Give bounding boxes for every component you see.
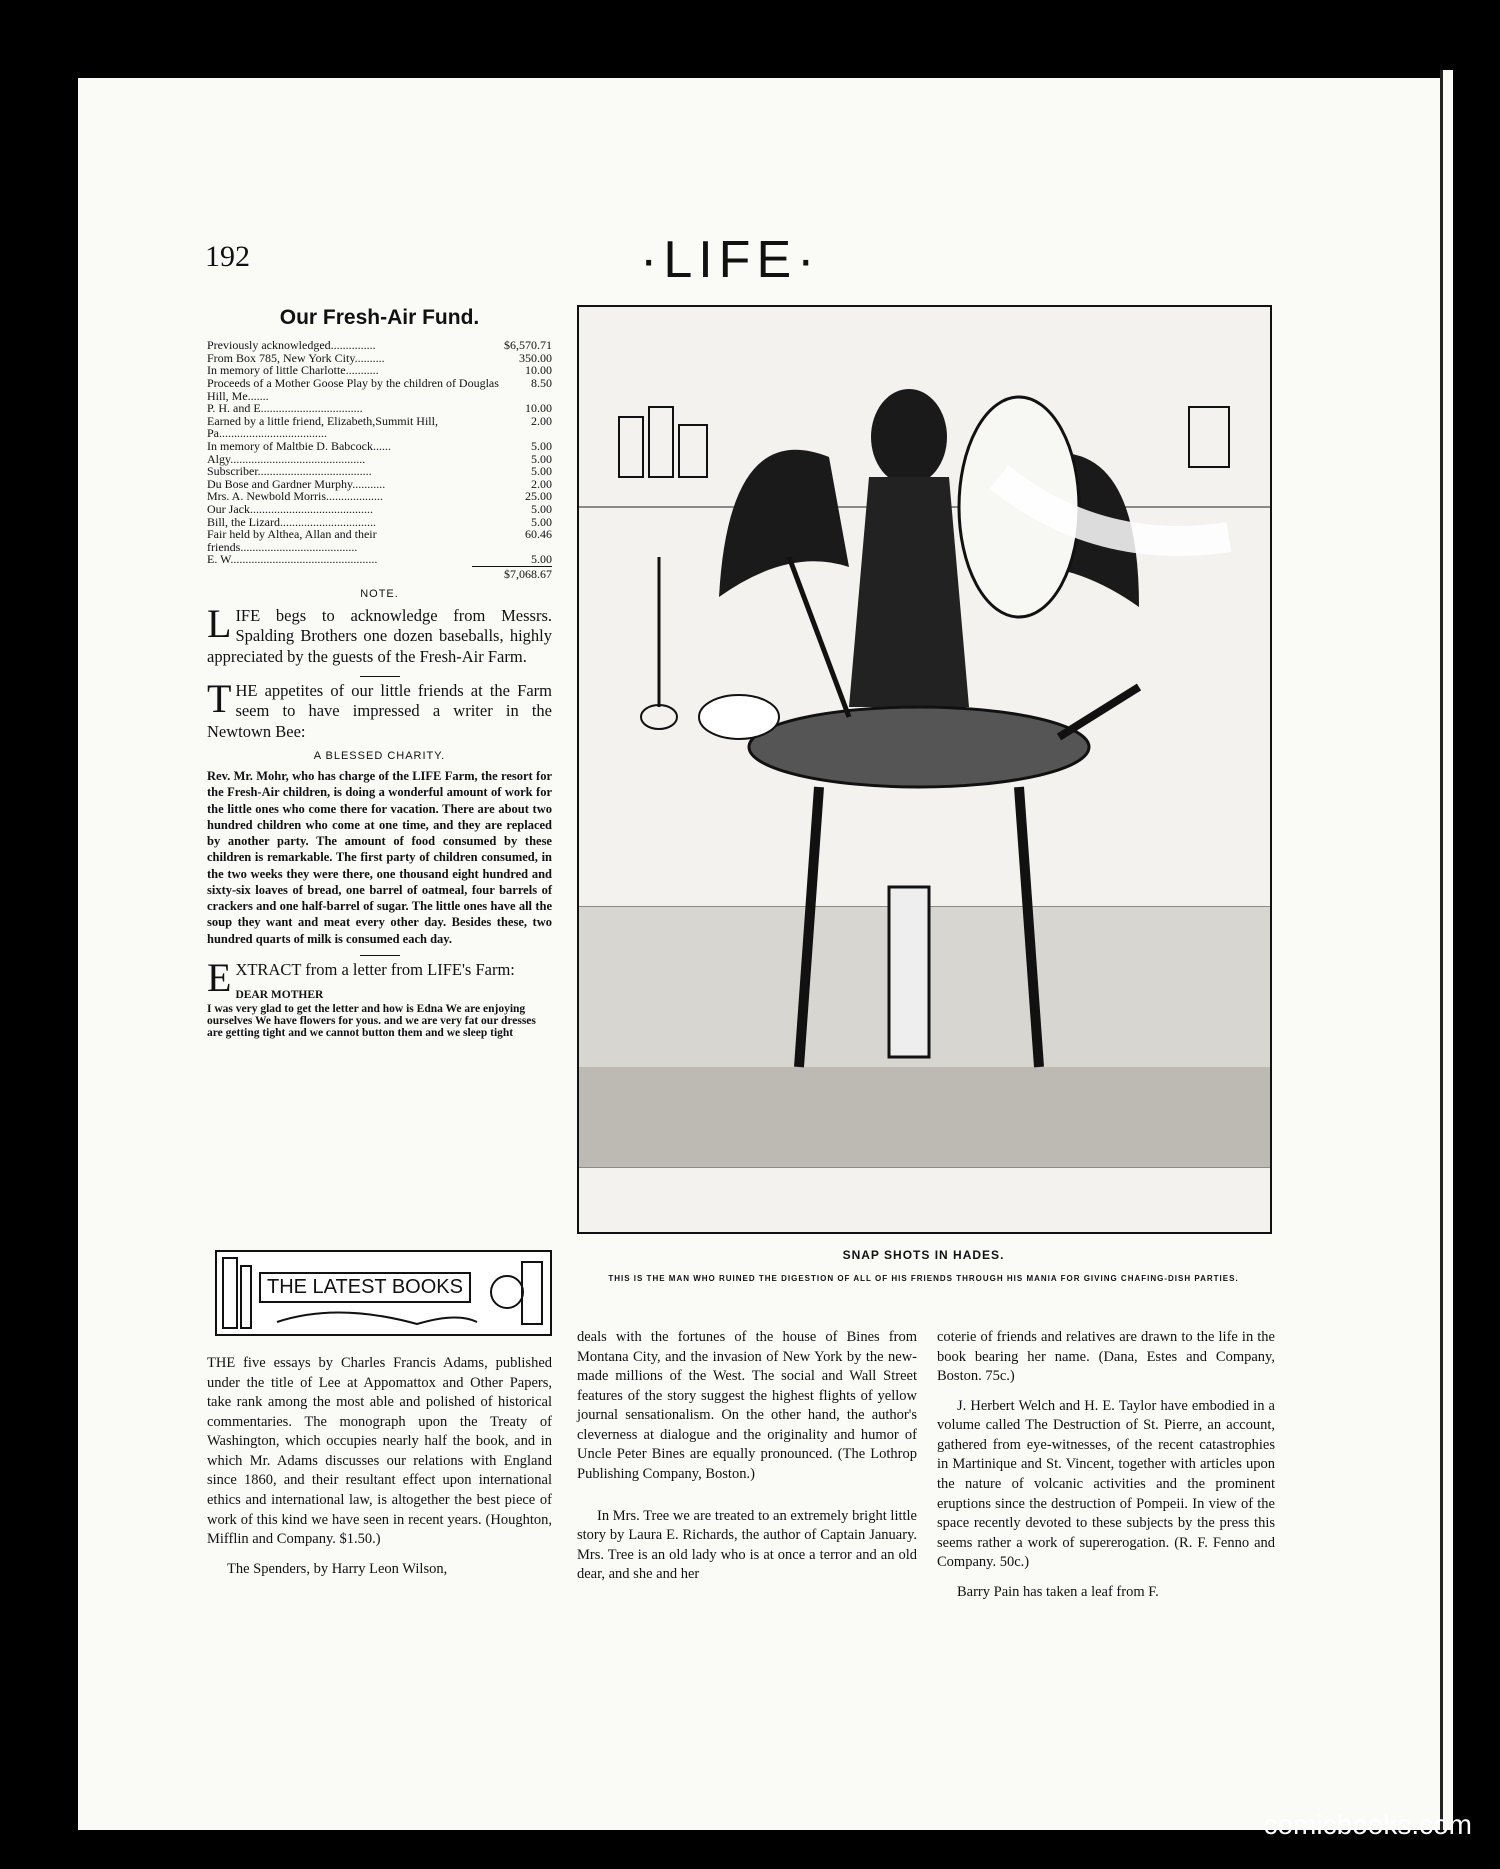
fund-label: P. H. and E..................................	[207, 401, 363, 416]
fund-amount: 5.00	[531, 552, 552, 567]
fund-label: Du Bose and Gardner Murphy...........	[207, 476, 386, 491]
divider	[360, 676, 400, 677]
books-banner-label: THE LATEST BOOKS	[259, 1272, 471, 1303]
note-paragraph: LIFE begs to acknowledge from Messrs. Spalding Brothers one dozen baseballs, highly appreciated by the guests of the Fresh-Air Farm.	[207, 600, 552, 666]
fund-amount: 25.00	[525, 489, 552, 504]
fund-amount: 5.00	[531, 464, 552, 479]
books-paragraph: J. Herbert Welch and H. E. Taylor have embodied in a volume called The Destruction of St. Pierre, an account, gathered from eye-witnesses, of the recent catastrophies in Martinique and St. Vincent, together with articles upon the nature of volcanic activities and the prominent eruptions since the destruction of Pompeii. In view of the space recently devoted to these subjects by the press this seems rather a work of supererogation. (R. F. Fenno and Company. 50c.)	[937, 1397, 1275, 1571]
fund-row	[207, 402, 552, 415]
fund-label: Proceeds of a Mother Goose Play by the children of Douglas Hill, Me.......	[207, 376, 499, 403]
books-column-1	[207, 1354, 552, 1589]
left-column	[207, 305, 552, 1041]
fund-label: In memory of little Charlotte...........	[207, 363, 379, 378]
next-page-edge	[1440, 70, 1453, 1830]
fund-amount: $6,570.71	[504, 338, 552, 353]
fund-row	[207, 553, 552, 566]
fund-label: From Box 785, New York City..........	[207, 350, 385, 365]
books-paragraph: deals with the fortunes of the house of Bines from Montana City, and the invasion of New York by the new-made millions of the West. The social and Wall Street features of the story suggest the highest flights of yellow journal sensationalism. On the other hand, the author's cleverness at dialogue and the originality and humor of Uncle Peter Bines are equally pronounced. (The Lothrop Publishing Company, Boston.)	[577, 1329, 917, 1482]
fund-label: In memory of Maltbie D. Babcock......	[207, 439, 391, 453]
charity-paragraph: Rev. Mr. Mohr, who has charge of the LIFE Farm, the resort for the Fresh-Air children, is doing a wonderful amount of work for the little ones who come there for vacation. There are about two hundred children who come at one time, and they are replaced by another party. The amount of food consumed by these children is remarkable. The first party of children consumed, in the two weeks they were there, one thousand eight hundred and sixty-six loaves of bread, one barrel of oatmeal, four barrels of crackers and one half-barrel of sugar. The little ones have all the soup they want and meat every other day. Besides these, two hundred quarts of milk is consumed each day.	[207, 769, 552, 946]
fund-amount: 5.00	[531, 439, 552, 453]
books-column-3	[937, 1328, 1275, 1612]
fund-label: Earned by a little friend, Elizabeth,Summit Hill, Pa....................................	[207, 413, 438, 441]
letter-salutation: DEAR MOTHER	[235, 988, 324, 1001]
extract-paragraph: EXTRACT from a letter from LIFE's Farm:	[207, 954, 515, 1000]
fund-label: Our Jack.........................................	[207, 501, 373, 516]
caption-subtitle: THIS IS THE MAN WHO RUINED THE DIGESTION OF ALL OF HIS FRIENDS THROUGH HIS MANIA FOR GIVING CHAFING-DISH PARTIES.	[608, 1274, 1239, 1283]
charity-heading: A BLESSED CHARITY.	[313, 750, 446, 763]
fund-amount: 10.00	[525, 401, 552, 416]
fund-title: Our Fresh-Air Fund.	[279, 306, 480, 329]
watermark: comicbooks.com	[1263, 1809, 1472, 1840]
drop-cap: L	[207, 600, 232, 646]
drop-cap: E	[207, 954, 232, 1000]
drop-cap: T	[207, 675, 232, 721]
fund-amount: 5.00	[531, 514, 552, 529]
fund-label: Bill, the Lizard................................	[207, 514, 376, 529]
fund-row	[207, 415, 552, 440]
latest-books-banner	[215, 1250, 552, 1336]
divider	[360, 955, 400, 956]
fund-amount: 350.00	[519, 350, 552, 365]
note-heading: NOTE.	[360, 587, 399, 600]
fund-amount: 5.00	[531, 501, 552, 516]
fund-row	[207, 503, 552, 516]
fund-amount: 5.00	[531, 451, 552, 466]
letter-text: I was very glad to get the letter and how is Edna We are enjoying ourselves We have flowers for yous. and we are very fat our dresses are getting tight and we cannot button them and we sleep tight	[207, 1002, 536, 1039]
fund-label: E. W.................................................	[207, 552, 378, 567]
fund-amount: 8.50	[531, 376, 552, 391]
fund-row	[207, 465, 552, 478]
fund-row	[207, 528, 552, 553]
appetites-paragraph: THE appetites of our little friends at the Farm seem to have impressed a writer in the Newtown Bee:	[207, 675, 552, 741]
fund-amount: 60.46	[525, 527, 552, 542]
fund-amount: 2.00	[531, 476, 552, 491]
books-paragraph: coterie of friends and relatives are drawn to the life in the book bearing her name. (Dana, Estes and Company, Boston. 75c.)	[937, 1329, 1275, 1385]
illustration-caption	[577, 1248, 1270, 1283]
fund-table	[207, 339, 552, 566]
caption-title: SNAP SHOTS IN HADES.	[842, 1248, 1005, 1262]
fund-label: Algy.............................................	[207, 451, 366, 466]
fund-row	[207, 339, 552, 352]
fund-label: Mrs. A. Newbold Morris...................	[207, 489, 383, 504]
fund-amount: 10.00	[525, 363, 552, 378]
fund-label: Previously acknowledged...............	[207, 338, 376, 353]
cartoon-illustration	[577, 305, 1272, 1234]
page-number: 192	[205, 240, 250, 273]
masthead: ·LIFE·	[640, 231, 821, 289]
fund-label: Subscriber......................................	[207, 464, 372, 479]
devil-chafing-dish-icon	[579, 307, 1270, 1232]
books-paragraph: THE five essays by Charles Francis Adams, published under the title of Lee at Appomattox and Other Papers, take rank among the most able and polished of historical commentaries. The monograph upon the Treaty of Washington, which occupies nearly half the book, and in which Mr. Adams discusses our relations with England since 1860, and their resultant effect upon international ethics and international law, is altogether the best piece of work of this kind we have seen in recent years. (Houghton, Mifflin and Company. $1.50.)	[207, 1355, 552, 1548]
fund-row	[207, 377, 552, 402]
fund-amount: 2.00	[531, 413, 552, 428]
fund-label: Fair held by Althea, Allan and their friends.......................................	[207, 527, 377, 554]
books-paragraph: The Spenders, by Harry Leon Wilson,	[227, 1560, 448, 1577]
books-paragraph: In Mrs. Tree we are treated to an extremely bright little story by Laura E. Richards, the author of Captain January. Mrs. Tree is an old lady who is at once a terror and an old dear, and she and her	[577, 1507, 917, 1583]
fund-row	[207, 440, 552, 453]
books-paragraph: Barry Pain has taken a leaf from F.	[957, 1583, 1159, 1600]
fund-total: $7,068.67	[472, 566, 552, 582]
books-column-2	[577, 1328, 917, 1595]
